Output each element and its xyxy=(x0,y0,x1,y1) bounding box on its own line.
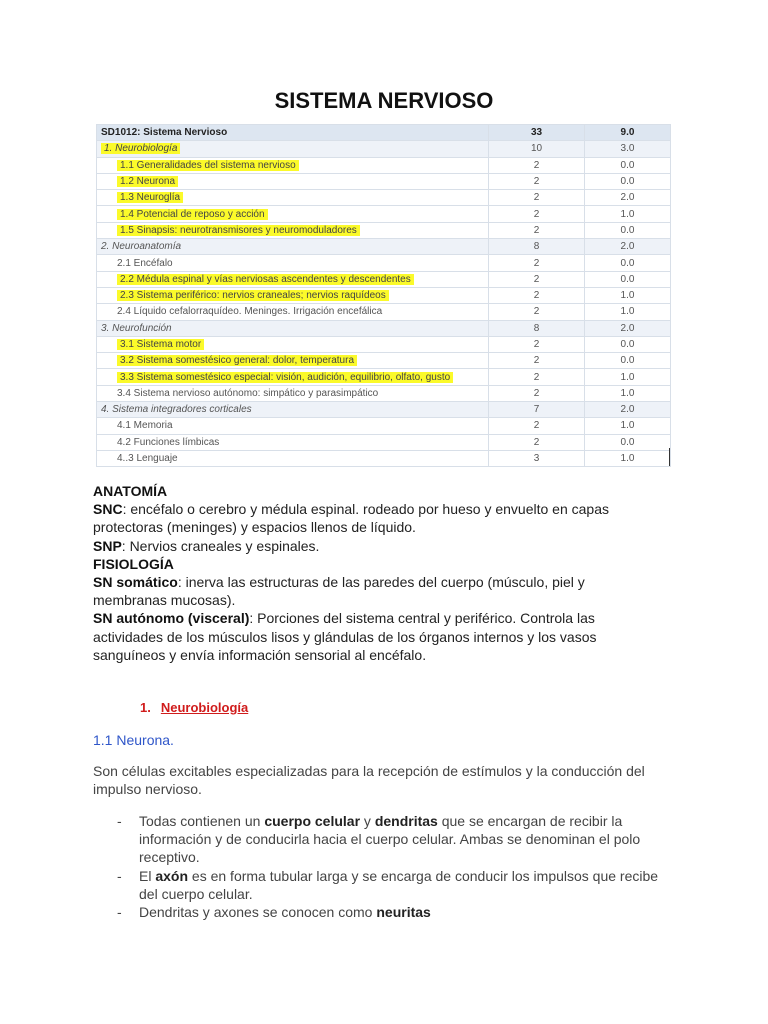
auto-text: : Porciones del sistema central y periférico. Controla las actividades de los músculos lisos y glándulas de los órganos internos y los vasos sanguíneos y envía información sensorial al encéfalo. xyxy=(93,610,597,663)
table-row xyxy=(97,450,671,466)
table-cell-topic xyxy=(97,255,489,271)
table-cell-topic xyxy=(97,206,489,222)
table-row xyxy=(97,173,671,189)
table-row xyxy=(97,271,671,287)
topic-text: 2.1 Encéfalo xyxy=(117,257,173,269)
table-row xyxy=(97,239,671,255)
table-cell-credits: 2.0 xyxy=(585,320,671,336)
table-cell-credits: 0.0 xyxy=(585,353,671,369)
topic-text: 1.3 Neuroglía xyxy=(117,192,183,203)
table-cell-credits: 0.0 xyxy=(585,222,671,238)
table-cell-hours: 2 xyxy=(489,173,585,189)
table-cell-credits: 0.0 xyxy=(585,157,671,173)
topic-text: 3.3 Sistema somestésico especial: visión, audición, equilibrio, olfato, gusto xyxy=(117,372,453,383)
bullet-term: neuritas xyxy=(376,904,431,921)
snp-paragraph xyxy=(93,537,653,555)
table-cell-topic xyxy=(97,173,489,189)
topic-text: 4..3 Lenguaje xyxy=(117,453,178,465)
table-cell-hours: 2 xyxy=(489,369,585,385)
auto-term: SN autónomo (visceral) xyxy=(93,610,250,627)
table-cell-credits: 3.0 xyxy=(585,141,671,157)
snc-text: : encéfalo o cerebro y médula espinal. rodeado por hueso y envuelto en capas protectoras (meninges) y espacios llenos de líquido. xyxy=(93,501,609,536)
table-cell-credits: 1.0 xyxy=(585,206,671,222)
table-cell-topic xyxy=(97,320,489,336)
table-cell-topic xyxy=(97,222,489,238)
topic-text: 2. Neuroanatomía xyxy=(101,241,182,253)
table-cell-topic xyxy=(97,287,489,303)
table-cell-hours: 2 xyxy=(489,336,585,352)
soma-text: : inerva las estructuras de las paredes del cuerpo (músculo, piel y membranas mucosas). xyxy=(93,574,585,609)
topic-text: 4.2 Funciones límbicas xyxy=(117,436,220,448)
topic-text: 3.1 Sistema motor xyxy=(117,339,204,350)
snc-term: SNC xyxy=(93,501,123,518)
table-cell-hours: 2 xyxy=(489,190,585,206)
table-row xyxy=(97,206,671,222)
table-cell-hours: 2 xyxy=(489,385,585,401)
table-row xyxy=(97,418,671,434)
table-cell-credits: 0.0 xyxy=(585,434,671,450)
topic-text: 2.2 Médula espinal y vías nerviosas ascendentes y descendentes xyxy=(117,274,414,285)
topic-text: 4.1 Memoria xyxy=(117,420,173,432)
table-cell-topic xyxy=(97,190,489,206)
subsection-heading: 1.1 Neurona. xyxy=(93,732,174,748)
table-cell-credits: 1.0 xyxy=(585,418,671,434)
table-cell-credits: 2.0 xyxy=(585,190,671,206)
bullet-text: es en forma tubular larga y se encarga de conducir los impulsos que recibe del cuerpo celular. xyxy=(139,867,659,902)
table-cell-topic xyxy=(97,336,489,352)
fisiologia-heading: FISIOLOGÍA xyxy=(93,555,174,572)
table-cell-credits: 2.0 xyxy=(585,239,671,255)
table-cell-hours: 2 xyxy=(489,287,585,303)
snp-term: SNP xyxy=(93,537,122,554)
neurona-intro: Son células excitables especializadas para la recepción de estímulos y la conducción del impulso nervioso. xyxy=(93,763,645,798)
table-cell-credits: 2.0 xyxy=(585,402,671,418)
table-cell-hours: 8 xyxy=(489,239,585,255)
list-item xyxy=(117,812,677,867)
table-cell-topic xyxy=(97,304,489,320)
table-cell-hours: 2 xyxy=(489,157,585,173)
table-cell-hours: 7 xyxy=(489,402,585,418)
table-cell-credits: 0.0 xyxy=(585,336,671,352)
table-row xyxy=(97,336,671,352)
section-heading xyxy=(140,700,248,715)
soma-term: SN somático xyxy=(93,574,178,591)
table-cell-topic xyxy=(97,141,489,157)
anatomia-block xyxy=(93,482,653,664)
topic-text: 1.1 Generalidades del sistema nervioso xyxy=(117,160,299,171)
table-row xyxy=(97,304,671,320)
soma-paragraph xyxy=(93,573,653,609)
document-title: SISTEMA NERVIOSO xyxy=(274,88,494,113)
bullet-term: cuerpo celular xyxy=(264,813,361,829)
table-cell-topic xyxy=(97,418,489,434)
table-row xyxy=(97,385,671,401)
table-row xyxy=(97,287,671,303)
table-cell-topic xyxy=(97,353,489,369)
table-cell-credits: 0.0 xyxy=(585,173,671,189)
syllabus-table xyxy=(96,124,671,467)
table-row xyxy=(97,190,671,206)
table-row xyxy=(97,434,671,450)
anatomia-heading: ANATOMÍA xyxy=(93,483,168,499)
table-row xyxy=(97,157,671,173)
table-row xyxy=(97,353,671,369)
table-cell-topic xyxy=(97,271,489,287)
topic-text: 1. Neurobiología xyxy=(101,143,180,154)
table-row xyxy=(97,255,671,271)
bullet-dash: - xyxy=(117,867,122,884)
section-number: 1. xyxy=(140,700,151,715)
bullet-dash: - xyxy=(117,904,122,921)
snp-text: : Nervios craneales y espinales. xyxy=(121,537,320,554)
bullet-term: dendritas xyxy=(374,813,438,829)
snc-paragraph xyxy=(93,500,653,536)
table-header-credits: 9.0 xyxy=(585,125,671,141)
table-row xyxy=(97,320,671,336)
bullet-text: y xyxy=(360,813,375,829)
topic-text: 3.4 Sistema nervioso autónomo: simpático y parasimpático xyxy=(117,387,379,399)
table-cell-topic xyxy=(97,239,489,255)
table-row xyxy=(97,402,671,418)
table-cell-topic xyxy=(97,434,489,450)
bullet-dash: - xyxy=(117,813,122,829)
table-cell-topic xyxy=(97,402,489,418)
topic-text: 1.4 Potencial de reposo y acción xyxy=(117,209,268,220)
table-cell-hours: 3 xyxy=(489,450,585,466)
topic-text: 1.2 Neurona xyxy=(117,176,178,187)
table-cell-hours: 8 xyxy=(489,320,585,336)
table-cell-topic xyxy=(97,369,489,385)
table-cell-topic xyxy=(97,157,489,173)
topic-text: 3. Neurofunción xyxy=(101,322,172,334)
table-cell-credits: 1.0 xyxy=(585,304,671,320)
table-row xyxy=(97,141,671,157)
topic-text: 1.5 Sinapsis: neurotransmisores y neuromoduladores xyxy=(117,225,360,236)
table-row xyxy=(97,222,671,238)
table-cell-topic xyxy=(97,385,489,401)
bullet-text: Dendritas y axones se conocen como xyxy=(139,904,377,921)
list-item xyxy=(117,867,677,903)
text-cursor xyxy=(669,448,670,466)
table-cell-hours: 10 xyxy=(489,141,585,157)
table-header-course: SD1012: Sistema Nervioso xyxy=(97,125,489,141)
bullet-text: que se encargan de recibir la información y de conducirla hacia el cuerpo celular. Ambas se denominan el polo receptivo. xyxy=(139,813,641,866)
table-cell-hours: 2 xyxy=(489,434,585,450)
table-cell-hours: 2 xyxy=(489,271,585,287)
table-cell-hours: 2 xyxy=(489,418,585,434)
table-header-row xyxy=(97,125,671,141)
table-row xyxy=(97,369,671,385)
topic-text: 2.4 Líquido cefalorraquídeo. Meninges. Irrigación encefálica xyxy=(117,306,383,318)
table-cell-topic xyxy=(97,450,489,466)
bullet-list xyxy=(117,812,677,921)
topic-text: 2.3 Sistema periférico: nervios craneales; nervios raquídeos xyxy=(117,290,389,301)
table-cell-hours: 2 xyxy=(489,353,585,369)
table-cell-hours: 2 xyxy=(489,206,585,222)
bullet-text: Todas contienen un xyxy=(139,813,265,829)
table-cell-credits: 1.0 xyxy=(585,369,671,385)
topic-text: 3.2 Sistema somestésico general: dolor, temperatura xyxy=(117,355,357,366)
table-cell-credits: 1.0 xyxy=(585,287,671,303)
bullet-term: axón xyxy=(155,867,189,884)
table-cell-credits: 1.0 xyxy=(585,385,671,401)
section-label: Neurobiología xyxy=(160,700,249,715)
topic-text: 4. Sistema integradores corticales xyxy=(101,404,252,416)
table-cell-hours: 2 xyxy=(489,222,585,238)
table-cell-hours: 2 xyxy=(489,255,585,271)
table-cell-credits: 0.0 xyxy=(585,271,671,287)
bullet-text: El xyxy=(139,867,156,884)
auto-paragraph xyxy=(93,609,653,664)
table-cell-credits: 0.0 xyxy=(585,255,671,271)
table-cell-credits: 1.0 xyxy=(585,450,671,466)
table-header-hours: 33 xyxy=(489,125,585,141)
table-cell-hours: 2 xyxy=(489,304,585,320)
list-item xyxy=(117,903,677,921)
